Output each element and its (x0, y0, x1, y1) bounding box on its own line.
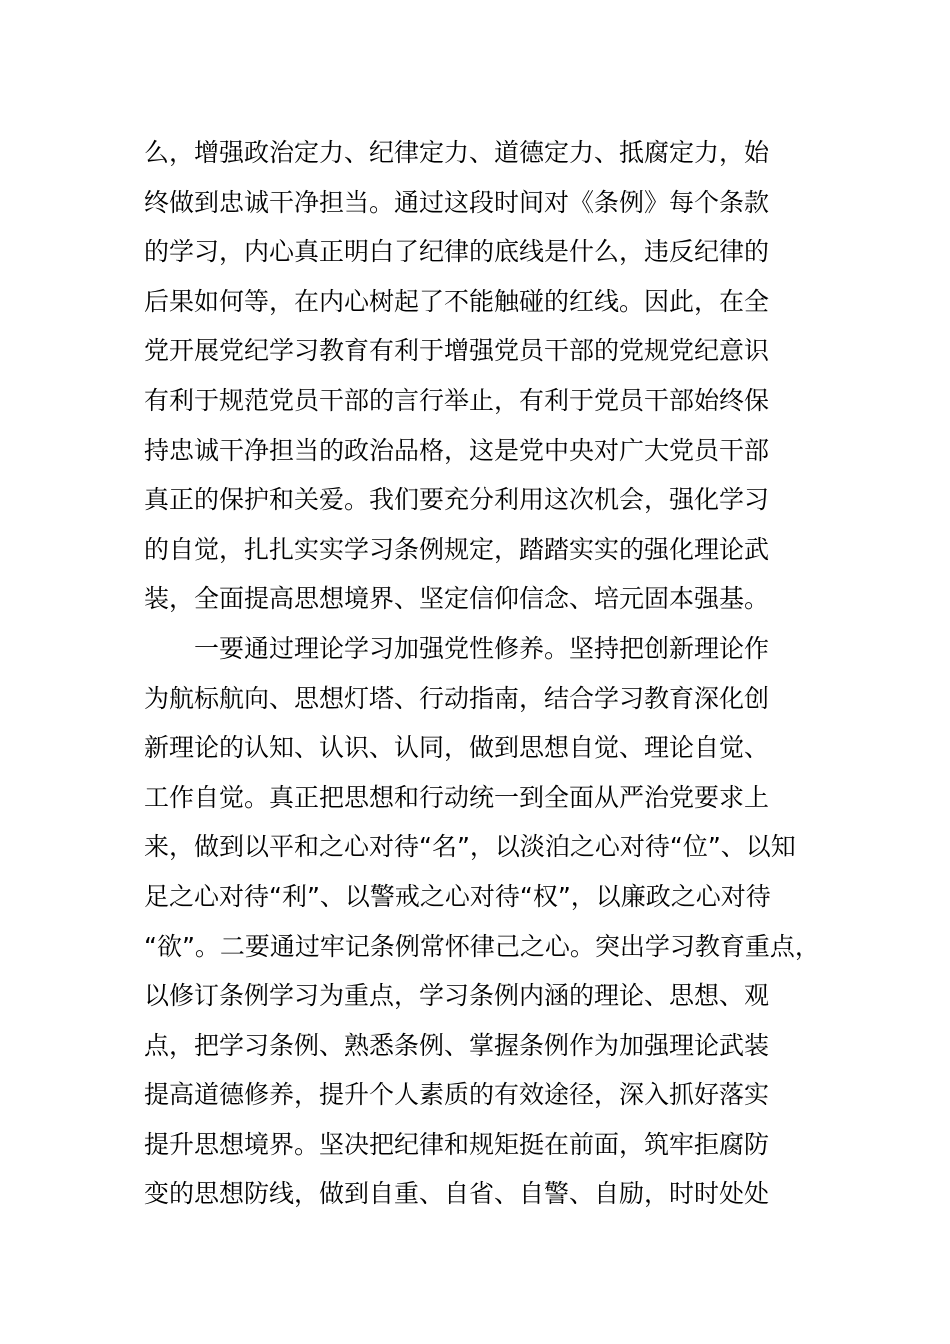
text-line: 终做到忠诚干净担当。通过这段时间对《条例》每个条款 (144, 187, 770, 217)
text-line: 党开展党纪学习教育有利于增强党员干部的党规党纪意识 (144, 336, 770, 366)
text-line: 工作自觉。真正把思想和行动统一到全面从严治党要求上 (144, 782, 770, 812)
body-text (144, 128, 844, 1219)
text-line: 后果如何等，在内心树起了不能触碰的红线。因此，在全 (144, 286, 770, 316)
text-line: 新理论的认知、认识、认同，做到思想自觉、理论自觉、 (144, 733, 770, 763)
text-line: 持忠诚干净担当的政治品格，这是党中央对广大党员干部 (144, 435, 770, 465)
text-line: 有利于规范党员干部的言行举止，有利于党员干部始终保 (144, 385, 770, 415)
text-line: 以修订条例学习为重点，学习条例内涵的理论、思想、观 (144, 981, 770, 1011)
text-line: 为航标航向、思想灯塔、行动指南，结合学习教育深化创 (144, 683, 770, 713)
text-line: 来，做到以平和之心对待“名”，以淡泊之心对待“位”、以知 (144, 832, 796, 862)
paragraph-start-line: 一要通过理论学习加强党性修养。坚持把创新理论作 (194, 633, 770, 663)
text-line: “欲”。二要通过牢记条例常怀律己之心。突出学习教育重点， (144, 931, 820, 961)
text-line: 么，增强政治定力、纪律定力、道德定力、抵腐定力，始 (144, 138, 770, 167)
text-line: 的自觉，扎扎实实学习条例规定，踏踏实实的强化理论武 (144, 534, 770, 564)
text-line: 足之心对待“利”、以警戒之心对待“权”，以廉政之心对待 (144, 881, 771, 911)
text-line: 提高道德修养，提升个人素质的有效途径，深入抓好落实 (144, 1080, 770, 1110)
text-line: 变的思想防线，做到自重、自省、自警、自励，时时处处 (144, 1179, 770, 1209)
text-line: 装，全面提高思想境界、坚定信仰信念、培元固本强基。 (144, 584, 770, 614)
text-line: 真正的保护和关爱。我们要充分利用这次机会，强化学习 (144, 485, 770, 515)
text-line: 提升思想境界。坚决把纪律和规矩挺在前面，筑牢拒腐防 (144, 1129, 770, 1159)
text-line: 点，把学习条例、熟悉条例、掌握条例作为加强理论武装 (144, 1030, 770, 1060)
text-line: 的学习，内心真正明白了纪律的底线是什么，违反纪律的 (144, 237, 770, 267)
